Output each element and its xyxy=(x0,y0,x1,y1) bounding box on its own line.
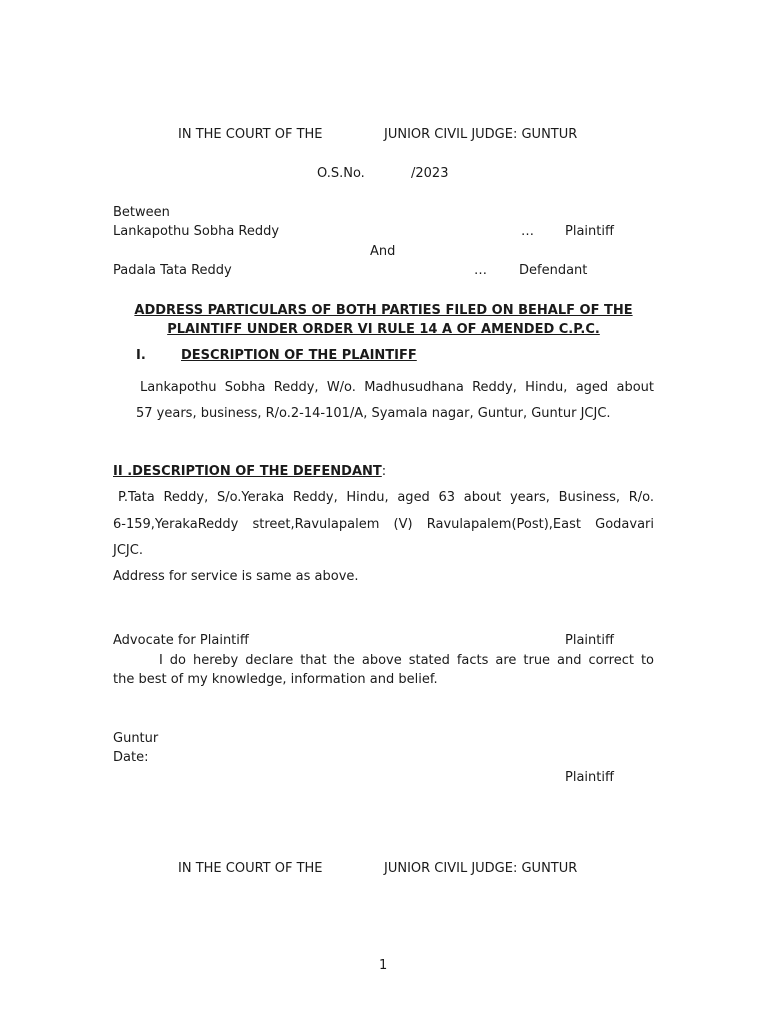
footer-court-name: JUNIOR CIVIL JUDGE: GUNTUR xyxy=(384,861,578,876)
defendant-name: Padala Tata Reddy xyxy=(113,263,232,278)
defendant-description-line2: 6-159,YerakaReddy street,Ravulapalem (V) Ravulapalem(Post),East Godavari xyxy=(113,517,654,532)
advocate-for-plaintiff: Advocate for Plaintiff xyxy=(113,633,249,648)
plaintiff-description-line1: Lankapothu Sobha Reddy, W/o. Madhusudhana Reddy, Hindu, aged about xyxy=(140,380,654,395)
section1-heading: DESCRIPTION OF THE PLAINTIFF xyxy=(181,348,417,363)
defendant-description-line1: P.Tata Reddy, S/o.Yeraka Reddy, Hindu, aged 63 about years, Business, R/o. xyxy=(118,490,654,505)
section2-heading: II .DESCRIPTION OF THE DEFENDANT xyxy=(113,464,382,479)
defendant-description-line3: JCJC. xyxy=(113,543,143,558)
court-prefix: IN THE COURT OF THE xyxy=(178,127,323,142)
plaintiff-role: Plaintiff xyxy=(565,224,614,239)
footer-court-prefix: IN THE COURT OF THE xyxy=(178,861,323,876)
section2-colon: : xyxy=(381,464,387,479)
and-label: And xyxy=(370,244,396,259)
defendant-role: Defendant xyxy=(519,263,588,278)
plaintiff-dots: … xyxy=(521,224,534,239)
plaintiff-name: Lankapothu Sobha Reddy xyxy=(113,224,280,239)
court-name: JUNIOR CIVIL JUDGE: GUNTUR xyxy=(384,127,578,142)
page-number: 1 xyxy=(379,958,388,973)
footer-plaintiff-label: Plaintiff xyxy=(565,770,614,785)
date-label: Date: xyxy=(113,750,149,765)
document-title-line1: ADDRESS PARTICULARS OF BOTH PARTIES FILED ON BEHALF OF THE xyxy=(134,303,633,318)
document-title-line2: PLAINTIFF UNDER ORDER VI RULE 14 A OF AMENDED C.P.C. xyxy=(167,322,600,337)
os-number-label: O.S.No. xyxy=(317,166,365,181)
defendant-dots: … xyxy=(474,263,487,278)
os-number-year: /2023 xyxy=(411,166,449,181)
address-for-service: Address for service is same as above. xyxy=(113,569,359,584)
declaration-line2: the best of my knowledge, information and belief. xyxy=(113,672,438,687)
section1-number: I. xyxy=(136,348,146,363)
place-label: Guntur xyxy=(113,731,159,746)
section2-heading-wrap xyxy=(113,464,386,480)
declaration-line1: I do hereby declare that the above stated facts are true and correct to xyxy=(159,653,654,668)
plaintiff-description-line2: 57 years, business, R/o.2-14-101/A, Syamala nagar, Guntur, Guntur JCJC. xyxy=(136,406,611,421)
between-label: Between xyxy=(113,205,170,220)
plaintiff-signature-label: Plaintiff xyxy=(565,633,614,648)
